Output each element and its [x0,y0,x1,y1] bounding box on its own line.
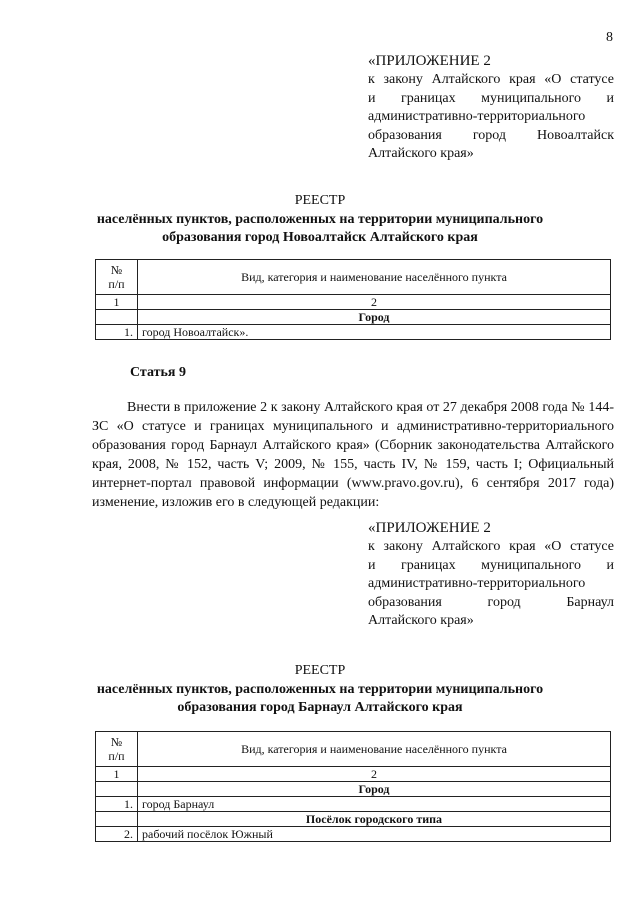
registry-1-title: РЕЕСТР [294,193,346,208]
category-cell: Город [138,782,611,797]
registry-1-table [95,259,611,340]
appendix-1-line: Алтайского края» [368,146,474,161]
appendix-2-line: к закону Алтайского края «О статусе [368,539,614,554]
row-num-cell: 2. [96,827,138,842]
table-index-row [96,767,611,782]
table-category-row [96,782,611,797]
index-num-cell: 1 [96,295,138,310]
registry-1-heading-line1: населённых пунктов, расположенных на территории муниципального [96,212,544,227]
appendix-1-line: к закону Алтайского края «О статусе [368,72,614,87]
header-name-cell: Вид, категория и наименование населённого пункта [138,260,611,295]
category-cell: Посёлок городского типа [138,812,611,827]
table-row [96,827,611,842]
article-title: Статья 9 [130,365,186,380]
page-number: 8 [606,30,613,45]
header-num-label: п/п [108,277,125,291]
registry-2-heading-line1: населённых пунктов, расположенных на территории муниципального [96,682,544,697]
index-num-cell: 1 [96,767,138,782]
article-paragraph-text: Внести в приложение 2 к закону Алтайского края от 27 декабря 2008 года № 144-ЗС «О статусе и границах муниципального и административно-территориального образования город Барнаул Алтайского края» (Сборник законодательства Алтайского края, 2008, № 152, часть V; 2009, № 155, часть IV, № 159, часть I; Официальный интернет-портал правовой информации (www.pravo.gov.ru), 6 сентября 2017 года) изменение, изложив его в следующей редакции: [92,400,614,510]
appendix-2-line: административно-территориального [368,576,586,591]
table-category-row [96,310,611,325]
registry-1-heading-line2: образования город Новоалтайск Алтайского края [162,230,478,245]
appendix-1-line: административно-территориального [368,109,586,124]
appendix-2-block [368,519,614,631]
appendix-2-line: образования город Барнаул [368,594,614,610]
table-header-row [96,260,611,295]
article-paragraph [92,398,614,512]
category-empty-cell [96,782,138,797]
appendix-2-title: «ПРИЛОЖЕНИЕ 2 [368,520,491,536]
category-empty-cell [96,812,138,827]
header-name-cell: Вид, категория и наименование населённого пункта [138,732,611,767]
header-num-label: п/п [108,749,125,763]
appendix-1-block [368,52,614,164]
row-name-cell: рабочий посёлок Южный [138,827,611,842]
registry-2-heading-line2: образования город Барнаул Алтайского края [177,700,463,715]
appendix-2-line: Алтайского края» [368,613,474,628]
appendix-1-line: и границах муниципального и [368,90,614,106]
index-name-cell: 2 [138,295,611,310]
table-index-row [96,295,611,310]
table-row [96,797,611,812]
appendix-2-line: и границах муниципального и [368,557,614,573]
table-row [96,325,611,340]
table-header-row [96,732,611,767]
index-name-cell: 2 [138,767,611,782]
category-cell: Город [138,310,611,325]
row-num-cell: 1. [96,325,138,340]
row-name-cell: город Новоалтайск». [138,325,611,340]
table-category-row [96,812,611,827]
header-num-symbol: № [110,735,123,749]
registry-2-title: РЕЕСТР [294,663,346,678]
header-num-symbol: № [110,263,123,277]
row-num-cell: 1. [96,797,138,812]
category-empty-cell [96,310,138,325]
row-name-cell: город Барнаул [138,797,611,812]
registry-2-table [95,731,611,842]
appendix-1-line: образования город Новоалтайск [368,127,614,143]
appendix-1-title: «ПРИЛОЖЕНИЕ 2 [368,53,491,69]
header-num-cell [96,260,138,295]
header-num-cell [96,732,138,767]
